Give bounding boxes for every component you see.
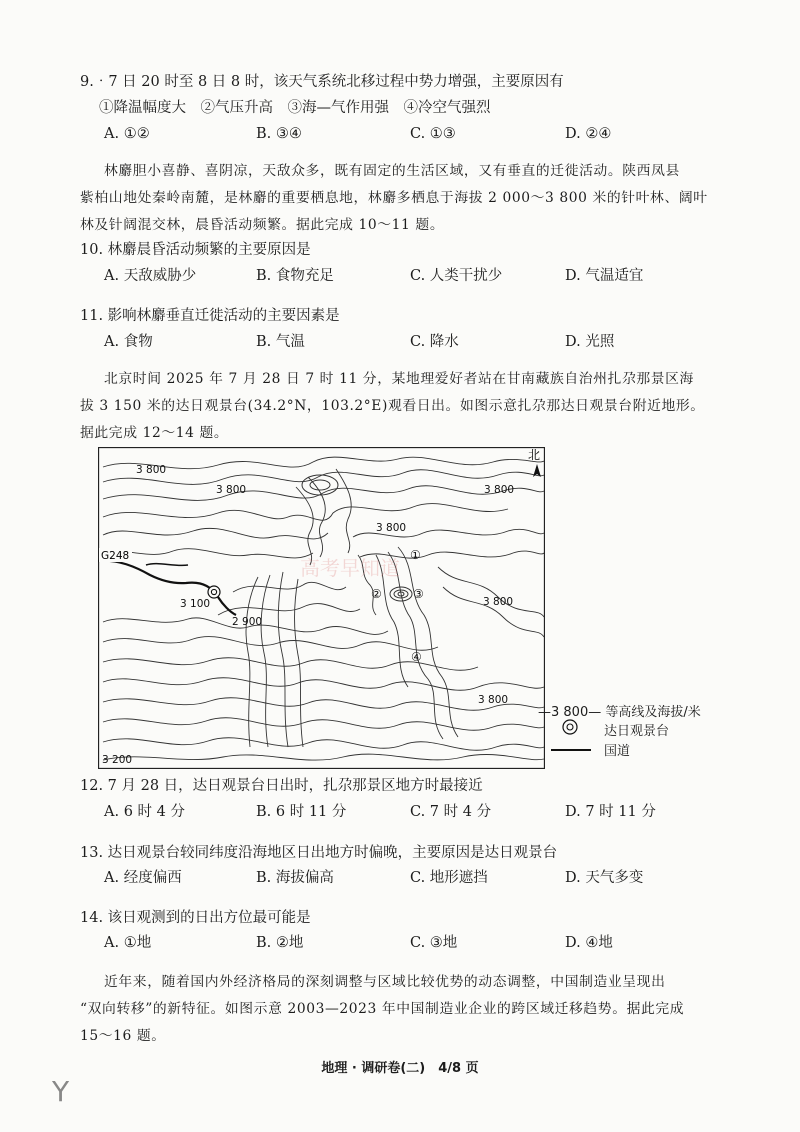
q9-option-a[interactable]: A. ①② (104, 126, 150, 142)
contour-label-2900: 2 900 (232, 616, 263, 628)
contour-label-3200: 3 200 (102, 754, 133, 766)
q11-option-b[interactable]: B. 气温 (256, 334, 305, 350)
q12-option-b[interactable]: B. 6 时 11 分 (256, 804, 347, 820)
watermark: 高考早知道 (300, 556, 400, 580)
q10-stem: 10. 林麝晨昏活动频繁的主要原因是 (80, 242, 311, 258)
q10-option-d[interactable]: D. 气温适宜 (565, 268, 644, 284)
q13-option-a[interactable]: A. 经度偏西 (104, 870, 182, 886)
q9-stem: 9.‧7 日 20 时至 8 日 8 时，该天气系统北移过程中势力增强，主要原因有 (80, 74, 564, 90)
point-4-label: ④ (411, 650, 422, 664)
passage2-line-2: 拔 3 150 米的达日观景台(34.2°N，103.2°E)观看日出。如图示意扎尕那达日观景台附近地形。 (80, 398, 705, 414)
legend-road: 国道 (604, 744, 631, 759)
contour-label-3800-e: 3 800 (483, 596, 514, 608)
q9-option-d[interactable]: D. ②④ (565, 126, 612, 142)
topographic-map (98, 447, 545, 769)
contour-label-3800-c: 3 800 (484, 484, 515, 496)
page-footer: 地理 · 调研卷(二) 4/8 页 (321, 1061, 479, 1076)
passage2-line-3: 据此完成 12～14 题。 (80, 425, 229, 441)
corner-mark: Y (52, 1075, 70, 1108)
q9-option-c[interactable]: C. ①③ (410, 126, 456, 142)
legend-platform-icon (560, 717, 580, 737)
contour-label-3100: 3 100 (180, 598, 211, 610)
point-1-label: ① (410, 548, 421, 562)
legend-contour: —3 800— 等高线及海拔/米 (538, 705, 701, 720)
q11-stem: 11. 影响林麝垂直迁徙活动的主要因素是 (80, 308, 340, 324)
contour-label-3800-a: 3 800 (136, 464, 167, 476)
q12-option-c[interactable]: C. 7 时 4 分 (410, 804, 492, 820)
q12-stem: 12. 7 月 28 日，达日观景台日出时，扎尕那景区地方时最接近 (80, 778, 483, 794)
q14-option-c[interactable]: C. ③地 (410, 935, 458, 951)
contour-label-3800-f: 3 800 (478, 694, 509, 706)
passage1-line-1: 林麝胆小喜静、喜阴凉，天敌众多，既有固定的生活区域，又有垂直的迁徙活动。陕西凤县 (104, 163, 680, 179)
legend-road-line (551, 749, 591, 751)
q13-option-b[interactable]: B. 海拔偏高 (256, 870, 334, 886)
passage3-line-3: 15～16 题。 (80, 1028, 166, 1044)
passage3-line-1: 近年来，随着国内外经济格局的深刻调整与区域比较优势的动态调整，中国制造业呈现出 (104, 974, 666, 990)
road-label-g248: G248 (101, 550, 130, 562)
q13-stem: 13. 达日观景台较同纬度沿海地区日出地方时偏晚，主要原因是达日观景台 (80, 845, 558, 861)
viewing-platform-marker (208, 586, 220, 598)
q14-option-a[interactable]: A. ①地 (104, 935, 152, 951)
q12-option-d[interactable]: D. 7 时 11 分 (565, 804, 656, 820)
contour-label-3800-d: 3 800 (376, 522, 407, 534)
contour-label-3800-b: 3 800 (216, 484, 247, 496)
point-3-label: ③ (413, 587, 424, 601)
passage1-line-3: 林及针阔混交林，晨昏活动频繁。据此完成 10～11 题。 (80, 217, 445, 233)
q14-option-b[interactable]: B. ②地 (256, 935, 304, 951)
q9-option-b[interactable]: B. ③④ (256, 126, 302, 142)
point-2-label: ② (371, 587, 382, 601)
passage1-line-2: 紫柏山地处秦岭南麓，是林麝的重要栖息地，林麝多栖息于海拔 2 000～3 800 米的针叶林、阔叶 (80, 190, 708, 206)
q11-option-a[interactable]: A. 食物 (104, 334, 153, 350)
q11-option-d[interactable]: D. 光照 (565, 334, 615, 350)
q13-option-c[interactable]: C. 地形遮挡 (410, 870, 488, 886)
legend-platform: 达日观景台 (604, 724, 670, 739)
q12-option-a[interactable]: A. 6 时 4 分 (104, 804, 185, 820)
passage2-line-1: 北京时间 2025 年 7 月 28 日 7 时 11 分，某地理爱好者站在甘南藏族自治州扎尕那景区海 (104, 371, 694, 387)
north-label: 北 (527, 448, 540, 462)
q13-option-d[interactable]: D. 天气多变 (565, 870, 644, 886)
q14-option-d[interactable]: D. ④地 (565, 935, 613, 951)
q14-stem: 14. 该日观测到的日出方位最可能是 (80, 910, 311, 926)
q10-option-b[interactable]: B. 食物充足 (256, 268, 334, 284)
passage3-line-2: “双向转移”的新特征。如图示意 2003—2023 年中国制造业企业的跨区域迁移趋势。据此完成 (80, 1001, 685, 1017)
q10-option-a[interactable]: A. 天敌威胁少 (104, 268, 197, 284)
q11-option-c[interactable]: C. 降水 (410, 334, 459, 350)
q9-items: ①降温幅度大 ②气压升高 ③海—气作用强 ④冷空气强烈 (99, 100, 491, 116)
q10-option-c[interactable]: C. 人类干扰少 (410, 268, 503, 284)
